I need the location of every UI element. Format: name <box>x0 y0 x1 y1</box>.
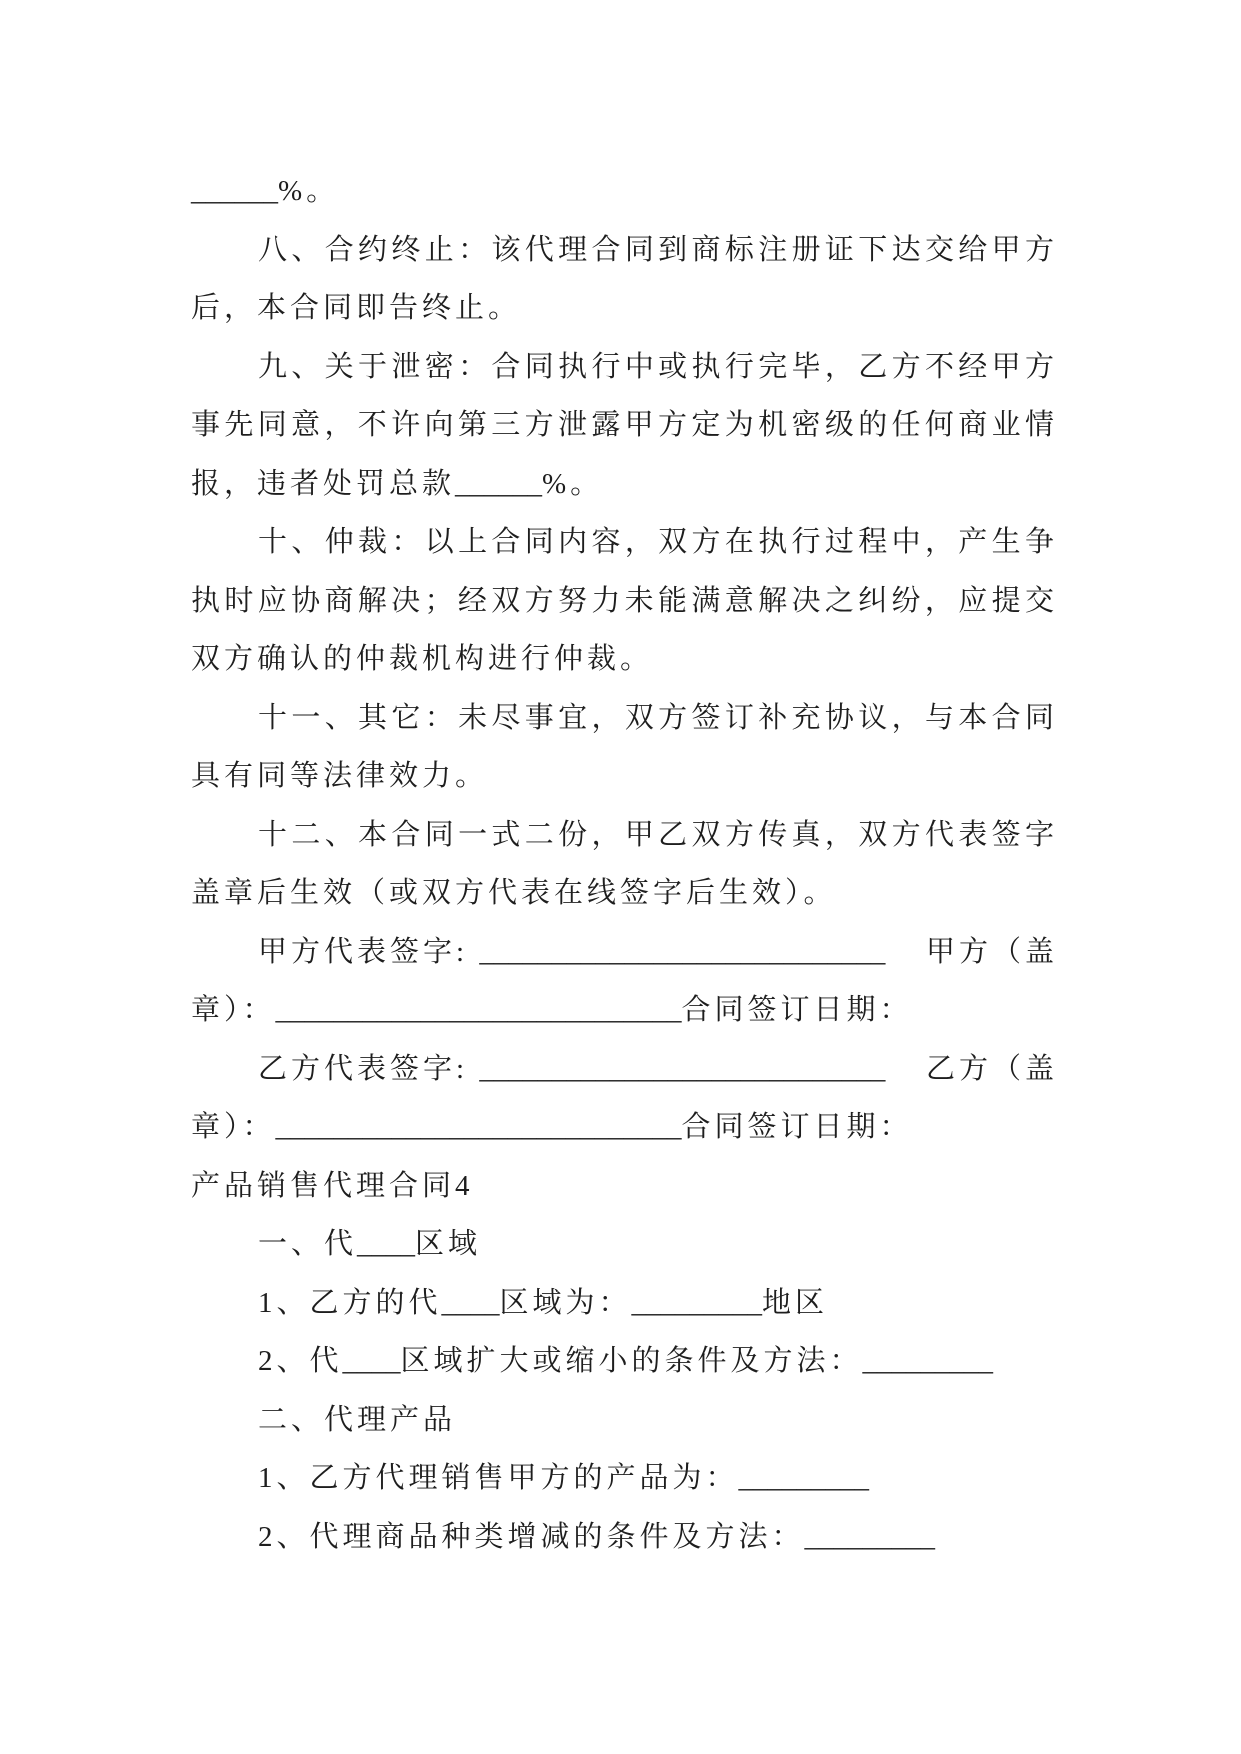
document-body <box>191 162 1058 1566</box>
party-a-signature-line <box>191 923 1058 982</box>
section-item: 2、代理商品种类增减的条件及方法：_________ <box>258 1520 936 1553</box>
clause-8-line: 后，本合同即告终止。 <box>191 292 522 324</box>
section-heading: 一、代____区域 <box>258 1228 482 1260</box>
clause-11-line: 十一、其它：未尽事宜，双方签订补充协议，与本合同 <box>258 701 1058 734</box>
clause-8-line: 八、合约终止：该代理合同到商标注册证下达交给甲方 <box>258 233 1058 266</box>
clause-9-line: 九、关于泄密：合同执行中或执行完毕，乙方不经甲方 <box>258 350 1058 383</box>
section-item: 1、乙方的代____区域为：_________地区 <box>258 1286 829 1319</box>
clause-10-line: 十、仲裁：以上合同内容，双方在执行过程中，产生争 <box>258 526 1058 558</box>
clause-12-line: 盖章后生效（或双方代表在线签字后生效）。 <box>191 877 837 909</box>
clause-10-line: 执时应协商解决；经双方努力未能满意解决之纠纷，应提交 <box>191 584 1058 617</box>
contract-title: 产品销售代理合同4 <box>191 1169 474 1202</box>
party-a-seal-date-line: 章）：____________________________合同签订日期： <box>191 994 913 1026</box>
party-a-seal-label: 甲方（盖 <box>925 935 1058 968</box>
clause-12-line: 十二、本合同一式二份，甲乙双方传真，双方代表签字 <box>258 818 1058 851</box>
clause-9-line: 报，违者处罚总款______%。 <box>191 467 604 500</box>
clause-11-line: 具有同等法律效力。 <box>191 760 489 792</box>
party-b-signature-line <box>191 1040 1058 1099</box>
party-b-representative-signature-field: 乙方代表签字: ____________________________ <box>258 1052 886 1085</box>
clause-10-line: 双方确认的仲裁机构进行仲裁。 <box>191 643 654 675</box>
continued-line: ______%。 <box>191 175 340 207</box>
clause-9-line: 事先同意，不许向第三方泄露甲方定为机密级的任何商业情 <box>191 409 1058 441</box>
party-a-representative-signature-field: 甲方代表签字: ____________________________ <box>258 935 886 968</box>
party-b-seal-label: 乙方（盖 <box>925 1052 1058 1085</box>
section-item: 1、乙方代理销售甲方的产品为：_________ <box>258 1462 870 1494</box>
party-b-seal-date-line: 章）：____________________________合同签订日期： <box>191 1111 913 1143</box>
section-heading: 二、代理产品 <box>258 1403 457 1436</box>
section-item: 2、代____区域扩大或缩小的条件及方法：_________ <box>258 1345 994 1377</box>
